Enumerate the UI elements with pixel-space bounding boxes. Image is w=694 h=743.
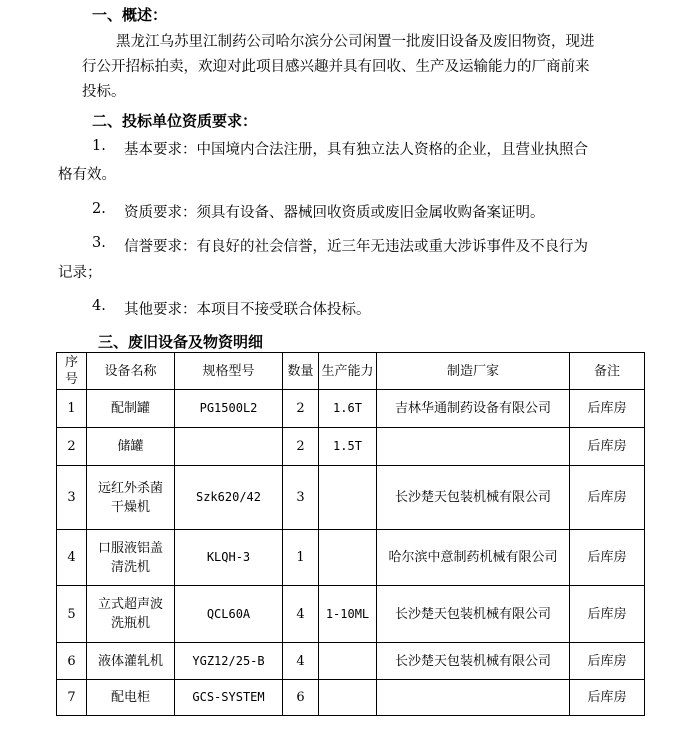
cell-manufacturer	[377, 680, 570, 716]
cell-name: 配电柜	[87, 680, 175, 716]
cell-model: YGZ12/25-B	[175, 643, 283, 680]
header-manufacturer: 制造厂家	[377, 353, 570, 390]
cell-manufacturer: 长沙楚天包装机械有限公司	[377, 586, 570, 643]
cell-name: 储罐	[87, 428, 175, 466]
header-qty: 数量	[283, 353, 319, 390]
cell-name: 远红外杀菌干燥机	[87, 466, 175, 530]
cell-capacity	[319, 680, 377, 716]
cell-capacity: 1.5T	[319, 428, 377, 466]
equipment-table	[56, 352, 645, 716]
section1-line-2: 行公开招标拍卖，欢迎对此项目感兴趣并具有回收、生产及运输能力的厂商前来	[82, 59, 590, 75]
cell-seq: 5	[57, 586, 87, 643]
cell-manufacturer: 哈尔滨中意制药机械有限公司	[377, 530, 570, 586]
item-3-line-2: 记录；	[58, 265, 102, 281]
cell-model: GCS-SYSTEM	[175, 680, 283, 716]
cell-remark: 后库房	[570, 530, 645, 586]
cell-seq: 2	[57, 428, 87, 466]
item-4-line-1: 其他要求：本项目不接受联合体投标。	[124, 302, 371, 318]
cell-capacity	[319, 643, 377, 680]
cell-remark: 后库房	[570, 466, 645, 530]
cell-remark: 后库房	[570, 680, 645, 716]
cell-qty: 6	[283, 680, 319, 716]
table-row	[57, 390, 645, 428]
item-2-line-1: 资质要求：须具有设备、器械回收资质或废旧金属收购备案证明。	[124, 205, 545, 221]
cell-model	[175, 428, 283, 466]
section2-heading: 二、投标单位资质要求：	[92, 112, 258, 130]
header-seq: 序号	[57, 353, 87, 390]
section1-line-1: 黑龙江乌苏里江制药公司哈尔滨分公司闲置一批废旧设备及废旧物资，现进	[116, 34, 595, 50]
table-row	[57, 428, 645, 466]
cell-qty: 2	[283, 390, 319, 428]
item-3-number: 3.	[92, 235, 106, 251]
header-name: 设备名称	[87, 353, 175, 390]
cell-remark: 后库房	[570, 586, 645, 643]
cell-name: 配制罐	[87, 390, 175, 428]
item-4-number: 4.	[92, 298, 106, 314]
table-row	[57, 680, 645, 716]
cell-seq: 3	[57, 466, 87, 530]
table-row	[57, 586, 645, 643]
item-2-number: 2.	[92, 201, 106, 217]
cell-qty: 4	[283, 586, 319, 643]
cell-remark: 后库房	[570, 643, 645, 680]
section1-heading: 一、概述：	[92, 6, 168, 24]
item-1-line-2: 格有效。	[58, 167, 116, 183]
item-3-line-1: 信誉要求：有良好的社会信誉，近三年无违法或重大涉诉事件及不良行为	[124, 239, 588, 255]
section1-line-3: 投标。	[82, 84, 126, 100]
cell-qty: 4	[283, 643, 319, 680]
header-model: 规格型号	[175, 353, 283, 390]
cell-qty: 1	[283, 530, 319, 586]
cell-seq: 1	[57, 390, 87, 428]
cell-capacity: 1-10ML	[319, 586, 377, 643]
cell-name: 立式超声波洗瓶机	[87, 586, 175, 643]
cell-manufacturer: 吉林华通制药设备有限公司	[377, 390, 570, 428]
table-header-row	[57, 353, 645, 390]
cell-name: 液体灌轧机	[87, 643, 175, 680]
section3-heading: 三、废旧设备及物资明细	[98, 333, 264, 351]
cell-model: Szk620/42	[175, 466, 283, 530]
cell-capacity	[319, 530, 377, 586]
cell-model: PG1500L2	[175, 390, 283, 428]
cell-manufacturer: 长沙楚天包装机械有限公司	[377, 466, 570, 530]
cell-capacity: 1.6T	[319, 390, 377, 428]
cell-name: 口服液铝盖清洗机	[87, 530, 175, 586]
cell-manufacturer	[377, 428, 570, 466]
header-remark: 备注	[570, 353, 645, 390]
cell-remark: 后库房	[570, 428, 645, 466]
cell-capacity	[319, 466, 377, 530]
cell-remark: 后库房	[570, 390, 645, 428]
cell-seq: 7	[57, 680, 87, 716]
item-1-number: 1.	[92, 138, 106, 154]
cell-model: KLQH-3	[175, 530, 283, 586]
cell-qty: 2	[283, 428, 319, 466]
table-row	[57, 530, 645, 586]
item-1-line-1: 基本要求：中国境内合法注册，具有独立法人资格的企业，且营业执照合	[124, 142, 588, 158]
cell-manufacturer: 长沙楚天包装机械有限公司	[377, 643, 570, 680]
cell-seq: 6	[57, 643, 87, 680]
header-capacity: 生产能力	[319, 353, 377, 390]
cell-seq: 4	[57, 530, 87, 586]
table-row	[57, 466, 645, 530]
cell-qty: 3	[283, 466, 319, 530]
cell-model: QCL60A	[175, 586, 283, 643]
table-row	[57, 643, 645, 680]
